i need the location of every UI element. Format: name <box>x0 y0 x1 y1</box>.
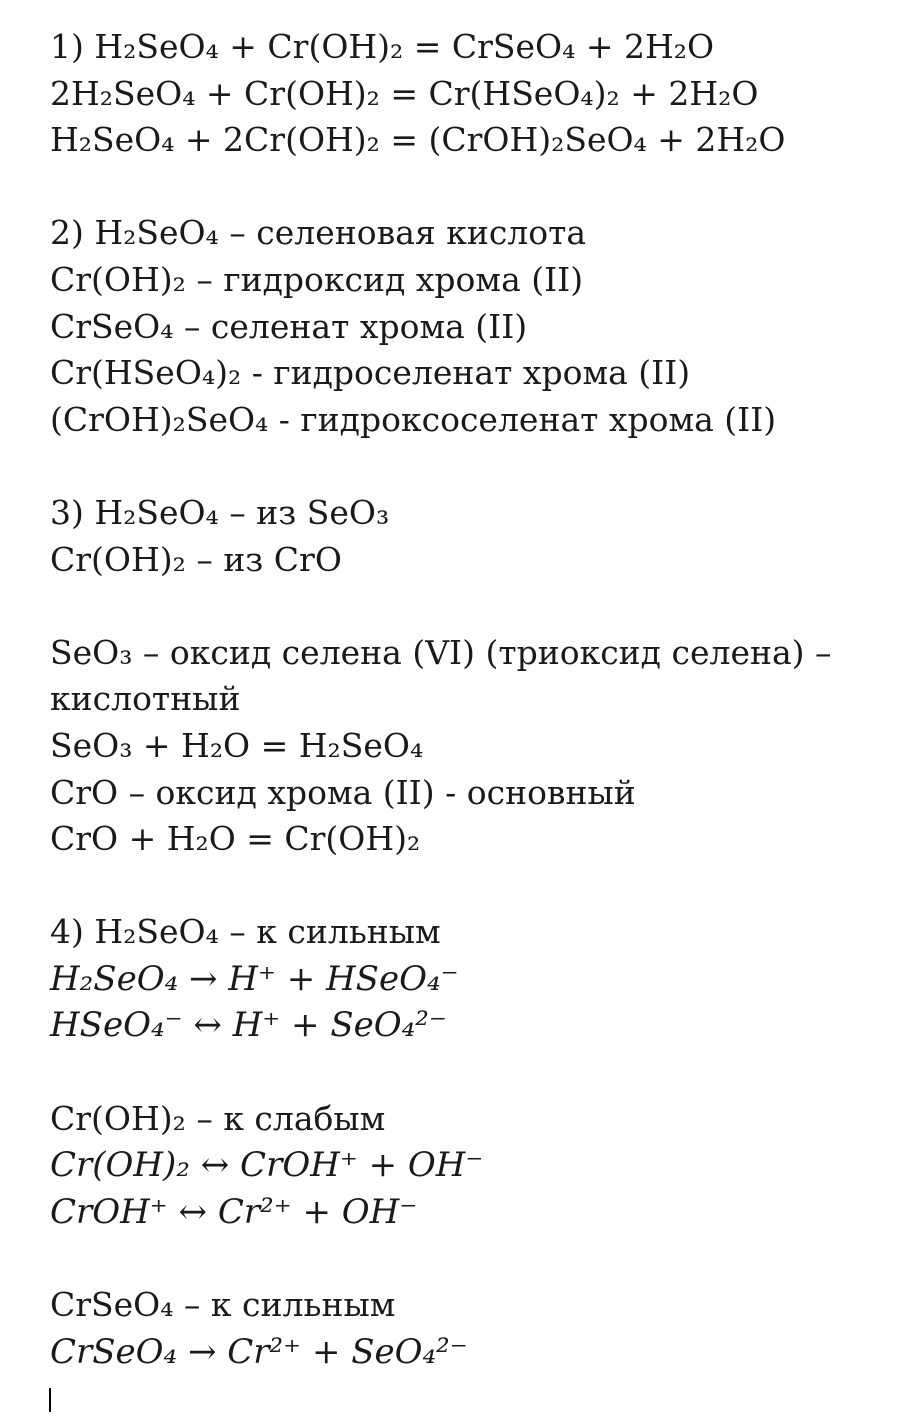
dissociation-step-1: H₂SeO₄ → H⁺ + HSeO₄⁻ <box>50 958 459 999</box>
strength-selenic-acid: 4) H₂SeO₄ – к сильным <box>50 912 441 952</box>
blank-line <box>50 583 890 630</box>
oxide-seo3-type: кислотный <box>50 679 241 719</box>
blank-line <box>50 443 890 490</box>
origin-chromium-hydroxide: Cr(OH)₂ – из CrO <box>50 539 342 579</box>
name-selenic-acid: 2) H₂SeO₄ – селеновая кислота <box>50 213 587 253</box>
text-cursor <box>49 1388 51 1412</box>
hydroxide-dissociation-step-2: CrOH⁺ ↔ Cr²⁺ + OH⁻ <box>50 1191 418 1232</box>
name-chromium-selenate: CrSeO₄ – селенат хрома (II) <box>50 306 528 346</box>
blank-line <box>50 1049 890 1096</box>
strength-chromium-hydroxide: Cr(OH)₂ – к слабым <box>50 1098 386 1138</box>
reaction-2: 2H₂SeO₄ + Cr(OH)₂ = Cr(HSeO₄)₂ + 2H₂O <box>50 73 759 113</box>
blank-line <box>50 164 890 211</box>
oxide-cro-description: CrO – оксид хрома (II) - основный <box>50 772 636 812</box>
name-chromium-hydroselenate: Cr(HSeO₄)₂ - гидроселенат хрома (II) <box>50 353 691 393</box>
selenate-dissociation: CrSeO₄ → Cr²⁺ + SeO₄²⁻ <box>50 1331 468 1372</box>
name-chromium-hydroxide: Cr(OH)₂ – гидроксид хрома (II) <box>50 259 584 299</box>
strength-chromium-selenate: CrSeO₄ – к сильным <box>50 1285 396 1325</box>
reaction-1: 1) H₂SeO₄ + Cr(OH)₂ = CrSeO₄ + 2H₂O <box>50 27 715 66</box>
blank-line <box>50 1235 890 1282</box>
origin-selenic-acid: 3) H₂SeO₄ – из SeO₃ <box>50 492 390 532</box>
hydroxide-dissociation-step-1: Cr(OH)₂ ↔ CrOH⁺ + OH⁻ <box>50 1145 484 1186</box>
blank-line <box>50 863 890 910</box>
oxide-seo3-reaction: SeO₃ + H₂O = H₂SeO₄ <box>50 725 424 765</box>
name-chromium-hydroxoselenate: (CrOH)₂SeO₄ - гидроксоселенат хрома (II) <box>50 399 777 439</box>
dissociation-step-2: HSeO₄⁻ ↔ H⁺ + SeO₄²⁻ <box>50 1005 447 1046</box>
reaction-3: H₂SeO₄ + 2Cr(OH)₂ = (CrOH)₂SeO₄ + 2H₂O <box>50 120 786 160</box>
oxide-cro-reaction: CrO + H₂O = Cr(OH)₂ <box>50 819 421 859</box>
document-body[interactable] <box>50 24 890 1375</box>
oxide-seo3-description: SeO₃ – оксид селена (VI) (триоксид селена) – <box>50 632 832 672</box>
